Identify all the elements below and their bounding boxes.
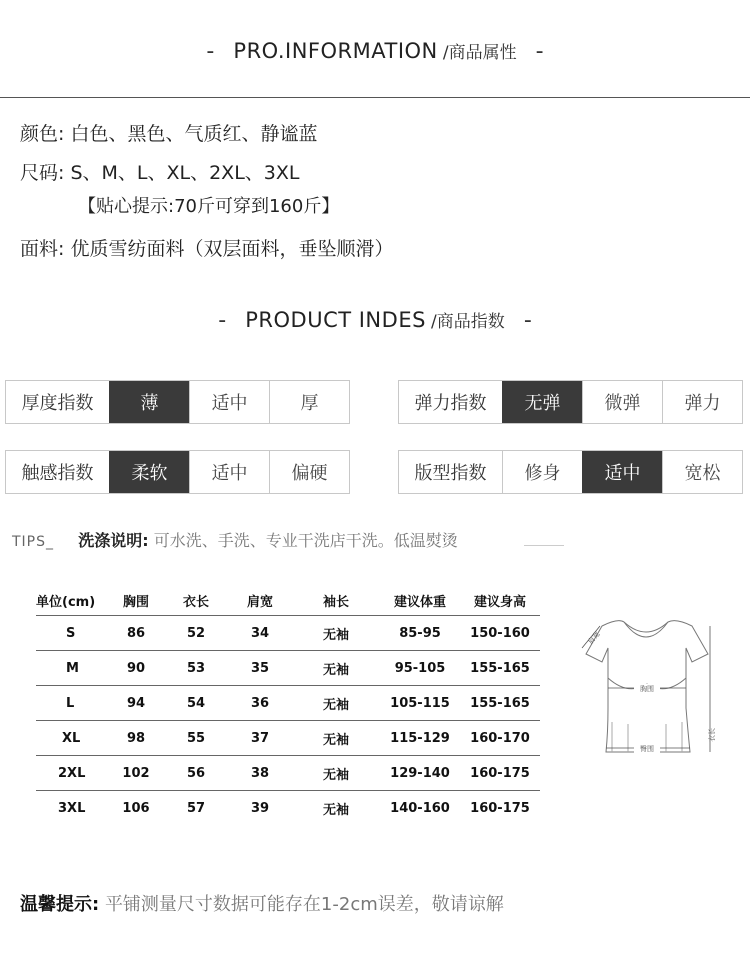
size-tip: 【贴心提示:70斤可穿到160斤】 xyxy=(78,196,340,217)
fit-label: 版型指数 xyxy=(414,463,487,484)
washing-tips xyxy=(12,528,458,551)
info-section-title xyxy=(0,38,750,64)
header-length: 衣长 xyxy=(182,594,209,610)
title-cn: /商品属性 xyxy=(442,43,517,63)
neckline xyxy=(624,622,668,632)
tips-heading: 洗涤说明: xyxy=(78,531,149,550)
cell-weight: 140-160 xyxy=(380,791,460,826)
title-dash-left: - xyxy=(206,39,215,64)
cell-height: 155-165 xyxy=(460,686,540,721)
thickness-option: 薄 xyxy=(109,381,189,423)
cell-length: 53 xyxy=(164,651,228,686)
feel-label: 触感指数 xyxy=(21,463,94,484)
table-row xyxy=(36,651,540,686)
cell-size: L xyxy=(36,686,108,721)
cell-sleeve: 无袖 xyxy=(292,686,380,721)
thickness-index xyxy=(5,380,350,424)
color-attribute xyxy=(20,119,317,146)
chest-label: 胸围 xyxy=(640,685,654,693)
cell-chest: 86 xyxy=(108,616,164,651)
note-heading: 温馨提示: xyxy=(20,894,100,915)
cell-weight: 129-140 xyxy=(380,756,460,791)
table-row xyxy=(36,616,540,651)
feel-option: 柔软 xyxy=(109,451,189,493)
header-height: 建议身高 xyxy=(473,594,526,610)
shoulder-label: 肩宽 xyxy=(586,629,602,646)
table-row xyxy=(36,756,540,791)
cell-chest: 98 xyxy=(108,721,164,756)
header-weight: 建议体重 xyxy=(393,594,446,610)
cell-size: S xyxy=(36,616,108,651)
cell-chest: 94 xyxy=(108,686,164,721)
measurement-note xyxy=(20,890,504,916)
table-row xyxy=(36,686,540,721)
feel-option: 偏硬 xyxy=(269,451,349,493)
fit-option: 适中 xyxy=(582,451,662,493)
fabric-label: 面料: xyxy=(20,238,65,260)
fabric-attribute xyxy=(20,234,393,261)
table-row xyxy=(36,721,540,756)
cell-weight: 95-105 xyxy=(380,651,460,686)
cell-length: 54 xyxy=(164,686,228,721)
cell-sleeve: 无袖 xyxy=(292,651,380,686)
fabric-value: 优质雪纺面料（双层面料，垂坠顺滑） xyxy=(70,238,394,260)
cell-chest: 106 xyxy=(108,791,164,826)
cell-sleeve: 无袖 xyxy=(292,756,380,791)
header-sleeve: 袖长 xyxy=(322,594,349,610)
cell-chest: 90 xyxy=(108,651,164,686)
cell-shoulder: 35 xyxy=(228,651,292,686)
index-title-en: PRODUCT INDES xyxy=(245,308,426,332)
index-section-title xyxy=(0,307,750,333)
color-value: 白色、黑色、气质红、静谧蓝 xyxy=(70,123,318,145)
section-divider xyxy=(0,97,750,98)
cell-length: 55 xyxy=(164,721,228,756)
tips-body: 可水洗、手洗、专业干洗店干洗。低温熨烫 xyxy=(153,531,458,550)
thickness-label: 厚度指数 xyxy=(21,393,94,414)
fit-option: 宽松 xyxy=(662,451,742,493)
length-label: 衣长 xyxy=(708,728,716,742)
feel-index xyxy=(5,450,350,494)
cell-shoulder: 36 xyxy=(228,686,292,721)
cell-size: 3XL xyxy=(36,791,108,826)
cell-length: 56 xyxy=(164,756,228,791)
cell-chest: 102 xyxy=(108,756,164,791)
elasticity-option: 弹力 xyxy=(662,381,742,423)
cell-height: 160-175 xyxy=(460,756,540,791)
size-value: S、M、L、XL、2XL、3XL xyxy=(70,162,300,184)
cell-shoulder: 37 xyxy=(228,721,292,756)
size-table-header xyxy=(36,585,540,616)
tips-tag: TIPS_ xyxy=(12,534,55,550)
title-dash-right: - xyxy=(535,39,544,64)
cell-length: 57 xyxy=(164,791,228,826)
cell-height: 155-165 xyxy=(460,651,540,686)
cell-weight: 115-129 xyxy=(380,721,460,756)
size-label: 尺码: xyxy=(20,162,65,184)
cell-sleeve: 无袖 xyxy=(292,616,380,651)
tips-underline xyxy=(524,545,564,546)
cell-size: 2XL xyxy=(36,756,108,791)
cell-shoulder: 39 xyxy=(228,791,292,826)
elasticity-index xyxy=(398,380,743,424)
index-title-cn: /商品指数 xyxy=(431,312,505,332)
table-row xyxy=(36,791,540,826)
title-en: PRO.INFORMATION xyxy=(233,39,438,63)
thickness-option: 厚 xyxy=(269,381,349,423)
cell-height: 150-160 xyxy=(460,616,540,651)
garment-diagram xyxy=(568,612,718,764)
index-dash-left: - xyxy=(218,308,227,333)
index-dash-right: - xyxy=(523,308,532,333)
size-table xyxy=(36,585,540,825)
note-body: 平铺测量尺寸数据可能存在1-2cm误差，敬请谅解 xyxy=(104,894,504,915)
header-chest: 胸围 xyxy=(122,594,149,610)
cell-shoulder: 38 xyxy=(228,756,292,791)
fit-index xyxy=(398,450,743,494)
cell-height: 160-175 xyxy=(460,791,540,826)
cell-length: 52 xyxy=(164,616,228,651)
cell-height: 160-170 xyxy=(460,721,540,756)
header-unit: 单位(cm) xyxy=(36,594,96,610)
elasticity-option: 无弹 xyxy=(502,381,582,423)
size-attribute xyxy=(20,158,299,185)
cell-weight: 105-115 xyxy=(380,686,460,721)
cell-sleeve: 无袖 xyxy=(292,791,380,826)
elasticity-option: 微弹 xyxy=(582,381,662,423)
header-shoulder: 肩宽 xyxy=(246,594,273,610)
cell-weight: 85-95 xyxy=(380,616,460,651)
feel-option: 适中 xyxy=(189,451,269,493)
cell-size: XL xyxy=(36,721,108,756)
hem-label: 臀围 xyxy=(640,745,654,753)
cell-sleeve: 无袖 xyxy=(292,721,380,756)
cell-shoulder: 34 xyxy=(228,616,292,651)
elasticity-label: 弹力指数 xyxy=(414,393,487,414)
fit-option: 修身 xyxy=(502,451,582,493)
cell-size: M xyxy=(36,651,108,686)
thickness-option: 适中 xyxy=(189,381,269,423)
color-label: 颜色: xyxy=(20,123,65,145)
